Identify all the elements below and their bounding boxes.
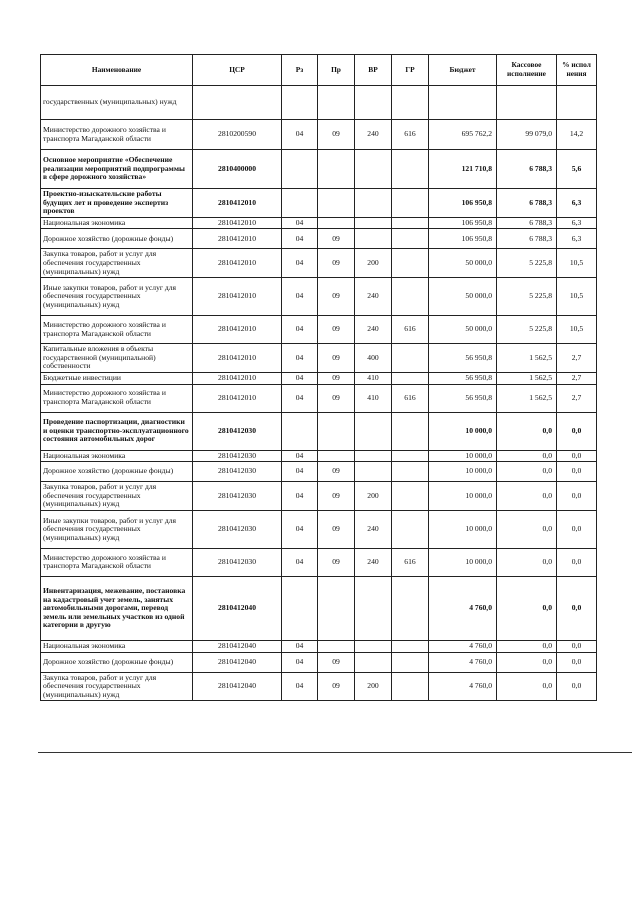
row-pr-cell: 09 <box>318 278 355 316</box>
row-kassovoe-cell: 6 788,3 <box>497 150 557 189</box>
table-row <box>41 344 597 373</box>
row-name-cell: Дорожное хозяйство (дорожные фонды) <box>41 229 193 249</box>
row-csr-cell <box>193 86 282 120</box>
row-csr-cell: 2810412040 <box>193 576 282 640</box>
table-row <box>41 548 597 576</box>
row-gr-cell <box>392 482 429 511</box>
row-budget-cell: 56 950,8 <box>429 372 497 384</box>
table-row <box>41 217 597 229</box>
row-name-cell: Иные закупки товаров, работ и услуг для обеспечения государственных (муниципальных) нужд <box>41 510 193 548</box>
row-rz-cell: 04 <box>282 450 318 462</box>
row-pr-cell <box>318 86 355 120</box>
row-budget-cell: 121 710,8 <box>429 150 497 189</box>
row-rz-cell: 04 <box>282 316 318 344</box>
row-kassovoe-cell <box>497 86 557 120</box>
row-gr-cell <box>392 249 429 278</box>
row-percent-cell: 0,0 <box>557 576 597 640</box>
row-name-cell: Национальная экономика <box>41 217 193 229</box>
row-kassovoe-cell: 0,0 <box>497 576 557 640</box>
row-vr-cell: 200 <box>355 249 392 278</box>
row-percent-cell: 0,0 <box>557 672 597 701</box>
table-header-row <box>41 55 597 86</box>
row-percent-cell: 10,5 <box>557 316 597 344</box>
row-name-cell: Национальная экономика <box>41 450 193 462</box>
row-percent-cell: 2,7 <box>557 372 597 384</box>
row-pr-cell <box>318 412 355 450</box>
row-budget-cell: 10 000,0 <box>429 510 497 548</box>
row-pr-cell: 09 <box>318 462 355 482</box>
row-pr-cell: 09 <box>318 372 355 384</box>
row-pr-cell <box>318 576 355 640</box>
row-kassovoe-cell: 6 788,3 <box>497 217 557 229</box>
row-kassovoe-cell: 0,0 <box>497 640 557 652</box>
row-vr-cell <box>355 462 392 482</box>
row-kassovoe-cell: 5 225,8 <box>497 278 557 316</box>
row-rz-cell: 04 <box>282 384 318 412</box>
header-csr: ЦСР <box>193 55 282 86</box>
row-rz-cell: 04 <box>282 482 318 511</box>
row-vr-cell <box>355 576 392 640</box>
row-vr-cell: 240 <box>355 120 392 150</box>
table-row <box>41 249 597 278</box>
budget-execution-table-page <box>40 54 596 701</box>
row-percent-cell: 0,0 <box>557 450 597 462</box>
table-row <box>41 278 597 316</box>
row-pr-cell: 09 <box>318 672 355 701</box>
row-vr-cell <box>355 640 392 652</box>
table-row <box>41 120 597 150</box>
header-percent: % испол нения <box>557 55 597 86</box>
row-percent-cell: 6,3 <box>557 217 597 229</box>
row-name-cell: Министерство дорожного хозяйства и транспорта Магаданской области <box>41 384 193 412</box>
header-pr: Пр <box>318 55 355 86</box>
row-csr-cell: 2810412010 <box>193 316 282 344</box>
row-budget-cell: 10 000,0 <box>429 548 497 576</box>
row-gr-cell <box>392 229 429 249</box>
row-rz-cell: 04 <box>282 217 318 229</box>
row-csr-cell: 2810412030 <box>193 412 282 450</box>
row-kassovoe-cell: 0,0 <box>497 510 557 548</box>
row-vr-cell <box>355 217 392 229</box>
row-percent-cell: 0,0 <box>557 548 597 576</box>
row-gr-cell <box>392 510 429 548</box>
row-csr-cell: 2810412040 <box>193 652 282 672</box>
header-gr: ГР <box>392 55 429 86</box>
row-gr-cell <box>392 640 429 652</box>
row-budget-cell: 10 000,0 <box>429 450 497 462</box>
row-budget-cell: 4 760,0 <box>429 652 497 672</box>
table-row <box>41 640 597 652</box>
row-budget-cell: 50 000,0 <box>429 249 497 278</box>
row-rz-cell <box>282 576 318 640</box>
row-name-cell: Бюджетные инвестиции <box>41 372 193 384</box>
row-name-cell: государственных (муниципальных) нужд <box>41 86 193 120</box>
table-row <box>41 510 597 548</box>
row-rz-cell: 04 <box>282 229 318 249</box>
row-percent-cell <box>557 86 597 120</box>
row-name-cell: Основное мероприятие «Обеспечение реализации мероприятий подпрограммы в сфере дорожного хозяйства» <box>41 150 193 189</box>
row-gr-cell <box>392 150 429 189</box>
row-vr-cell: 410 <box>355 372 392 384</box>
table-row <box>41 652 597 672</box>
row-percent-cell: 0,0 <box>557 652 597 672</box>
row-name-cell: Проведение паспортизации, диагностики и оценки транспортно-эксплуатационного состояния автомобильных дорог <box>41 412 193 450</box>
table-row <box>41 189 597 218</box>
row-csr-cell: 2810412010 <box>193 189 282 218</box>
row-pr-cell: 09 <box>318 344 355 373</box>
row-budget-cell: 10 000,0 <box>429 462 497 482</box>
row-pr-cell: 09 <box>318 249 355 278</box>
row-gr-cell <box>392 412 429 450</box>
row-pr-cell: 09 <box>318 316 355 344</box>
table-row <box>41 462 597 482</box>
row-csr-cell: 2810412030 <box>193 462 282 482</box>
row-kassovoe-cell: 1 562,5 <box>497 344 557 373</box>
table-row <box>41 316 597 344</box>
row-gr-cell <box>392 450 429 462</box>
row-vr-cell: 400 <box>355 344 392 373</box>
row-csr-cell: 2810412040 <box>193 672 282 701</box>
row-rz-cell: 04 <box>282 372 318 384</box>
row-rz-cell: 04 <box>282 640 318 652</box>
row-vr-cell: 240 <box>355 510 392 548</box>
row-budget-cell: 10 000,0 <box>429 482 497 511</box>
row-vr-cell <box>355 150 392 189</box>
row-pr-cell: 09 <box>318 510 355 548</box>
row-csr-cell: 2810412030 <box>193 510 282 548</box>
row-budget-cell: 10 000,0 <box>429 412 497 450</box>
row-csr-cell: 2810412010 <box>193 217 282 229</box>
row-budget-cell: 4 760,0 <box>429 672 497 701</box>
row-name-cell: Закупка товаров, работ и услуг для обеспечения государственных (муниципальных) нужд <box>41 672 193 701</box>
header-name: Наименование <box>41 55 193 86</box>
row-gr-cell: 616 <box>392 316 429 344</box>
row-csr-cell: 2810200590 <box>193 120 282 150</box>
row-name-cell: Министерство дорожного хозяйства и транспорта Магаданской области <box>41 120 193 150</box>
row-vr-cell: 240 <box>355 278 392 316</box>
row-name-cell: Министерство дорожного хозяйства и транспорта Магаданской области <box>41 548 193 576</box>
budget-execution-table <box>40 54 597 701</box>
row-rz-cell: 04 <box>282 548 318 576</box>
row-pr-cell: 09 <box>318 482 355 511</box>
table-row <box>41 672 597 701</box>
header-rz: Рз <box>282 55 318 86</box>
row-rz-cell <box>282 412 318 450</box>
row-csr-cell: 2810412010 <box>193 278 282 316</box>
row-budget-cell: 56 950,8 <box>429 344 497 373</box>
row-rz-cell <box>282 86 318 120</box>
row-pr-cell: 09 <box>318 652 355 672</box>
row-gr-cell <box>392 189 429 218</box>
row-csr-cell: 2810400000 <box>193 150 282 189</box>
row-budget-cell: 50 000,0 <box>429 316 497 344</box>
header-kassovoe: Кассовое исполнение <box>497 55 557 86</box>
header-budget: Бюджет <box>429 55 497 86</box>
row-pr-cell <box>318 450 355 462</box>
row-vr-cell <box>355 189 392 218</box>
row-percent-cell: 10,5 <box>557 278 597 316</box>
row-pr-cell: 09 <box>318 229 355 249</box>
row-budget-cell: 56 950,8 <box>429 384 497 412</box>
row-name-cell: Капитальные вложения в объекты государственной (муниципальной) собственности <box>41 344 193 373</box>
row-csr-cell: 2810412030 <box>193 482 282 511</box>
row-gr-cell <box>392 672 429 701</box>
row-name-cell: Национальная экономика <box>41 640 193 652</box>
table-row <box>41 150 597 189</box>
header-vr: ВР <box>355 55 392 86</box>
row-pr-cell: 09 <box>318 548 355 576</box>
table-row <box>41 229 597 249</box>
row-kassovoe-cell: 0,0 <box>497 482 557 511</box>
row-name-cell: Дорожное хозяйство (дорожные фонды) <box>41 652 193 672</box>
row-name-cell: Министерство дорожного хозяйства и транспорта Магаданской области <box>41 316 193 344</box>
row-gr-cell <box>392 576 429 640</box>
row-gr-cell: 616 <box>392 384 429 412</box>
row-vr-cell: 240 <box>355 548 392 576</box>
row-pr-cell <box>318 150 355 189</box>
row-vr-cell: 200 <box>355 672 392 701</box>
row-percent-cell: 6,3 <box>557 229 597 249</box>
row-gr-cell <box>392 462 429 482</box>
row-rz-cell: 04 <box>282 278 318 316</box>
row-budget-cell: 4 760,0 <box>429 640 497 652</box>
row-kassovoe-cell: 99 079,0 <box>497 120 557 150</box>
row-rz-cell: 04 <box>282 510 318 548</box>
row-budget-cell: 106 950,8 <box>429 229 497 249</box>
row-budget-cell: 4 760,0 <box>429 576 497 640</box>
table-row <box>41 576 597 640</box>
row-vr-cell <box>355 229 392 249</box>
row-kassovoe-cell: 5 225,8 <box>497 316 557 344</box>
row-csr-cell: 2810412010 <box>193 372 282 384</box>
table-row <box>41 372 597 384</box>
row-vr-cell <box>355 86 392 120</box>
row-kassovoe-cell: 6 788,3 <box>497 189 557 218</box>
row-rz-cell: 04 <box>282 672 318 701</box>
row-kassovoe-cell: 0,0 <box>497 652 557 672</box>
row-percent-cell: 2,7 <box>557 344 597 373</box>
row-budget-cell: 106 950,8 <box>429 189 497 218</box>
row-rz-cell <box>282 189 318 218</box>
table-row <box>41 412 597 450</box>
row-budget-cell: 50 000,0 <box>429 278 497 316</box>
row-pr-cell <box>318 640 355 652</box>
row-kassovoe-cell: 0,0 <box>497 462 557 482</box>
row-percent-cell: 6,3 <box>557 189 597 218</box>
row-percent-cell: 0,0 <box>557 482 597 511</box>
row-name-cell: Проектно-изыскательские работы будущих лет и проведение экспертиз проектов <box>41 189 193 218</box>
row-rz-cell: 04 <box>282 462 318 482</box>
row-kassovoe-cell: 5 225,8 <box>497 249 557 278</box>
row-rz-cell: 04 <box>282 344 318 373</box>
row-pr-cell: 09 <box>318 384 355 412</box>
row-kassovoe-cell: 0,0 <box>497 672 557 701</box>
row-pr-cell <box>318 189 355 218</box>
row-budget-cell <box>429 86 497 120</box>
row-name-cell: Дорожное хозяйство (дорожные фонды) <box>41 462 193 482</box>
row-vr-cell: 200 <box>355 482 392 511</box>
row-gr-cell: 616 <box>392 120 429 150</box>
row-pr-cell <box>318 217 355 229</box>
row-vr-cell <box>355 652 392 672</box>
row-percent-cell: 5,6 <box>557 150 597 189</box>
row-rz-cell <box>282 150 318 189</box>
row-gr-cell: 616 <box>392 548 429 576</box>
row-csr-cell: 2810412030 <box>193 548 282 576</box>
row-percent-cell: 0,0 <box>557 412 597 450</box>
table-row <box>41 450 597 462</box>
row-gr-cell <box>392 372 429 384</box>
row-budget-cell: 106 950,8 <box>429 217 497 229</box>
row-vr-cell <box>355 450 392 462</box>
row-gr-cell <box>392 217 429 229</box>
row-name-cell: Закупка товаров, работ и услуг для обеспечения государственных (муниципальных) нужд <box>41 249 193 278</box>
row-name-cell: Инвентаризация, межевание, постановка на кадастровый учет земель, занятых автомобильными дорогами, перевод земель или земельных участков из одной категории в другую <box>41 576 193 640</box>
row-name-cell: Иные закупки товаров, работ и услуг для обеспечения государственных (муниципальных) нужд <box>41 278 193 316</box>
row-percent-cell: 14,2 <box>557 120 597 150</box>
row-rz-cell: 04 <box>282 120 318 150</box>
row-kassovoe-cell: 0,0 <box>497 548 557 576</box>
row-kassovoe-cell: 0,0 <box>497 450 557 462</box>
row-gr-cell <box>392 278 429 316</box>
row-csr-cell: 2810412010 <box>193 229 282 249</box>
row-csr-cell: 2810412010 <box>193 344 282 373</box>
row-percent-cell: 0,0 <box>557 640 597 652</box>
row-budget-cell: 695 762,2 <box>429 120 497 150</box>
row-percent-cell: 0,0 <box>557 510 597 548</box>
row-percent-cell: 10,5 <box>557 249 597 278</box>
row-csr-cell: 2810412040 <box>193 640 282 652</box>
row-csr-cell: 2810412010 <box>193 384 282 412</box>
table-row <box>41 482 597 511</box>
row-pr-cell: 09 <box>318 120 355 150</box>
row-vr-cell: 240 <box>355 316 392 344</box>
row-gr-cell <box>392 86 429 120</box>
row-percent-cell: 2,7 <box>557 384 597 412</box>
row-name-cell: Закупка товаров, работ и услуг для обеспечения государственных (муниципальных) нужд <box>41 482 193 511</box>
row-vr-cell <box>355 412 392 450</box>
row-gr-cell <box>392 652 429 672</box>
row-vr-cell: 410 <box>355 384 392 412</box>
row-kassovoe-cell: 0,0 <box>497 412 557 450</box>
row-percent-cell: 0,0 <box>557 462 597 482</box>
table-row <box>41 86 597 120</box>
row-rz-cell: 04 <box>282 652 318 672</box>
row-gr-cell <box>392 344 429 373</box>
row-kassovoe-cell: 1 562,5 <box>497 372 557 384</box>
row-rz-cell: 04 <box>282 249 318 278</box>
row-csr-cell: 2810412010 <box>193 249 282 278</box>
row-kassovoe-cell: 1 562,5 <box>497 384 557 412</box>
row-kassovoe-cell: 6 788,3 <box>497 229 557 249</box>
page-bottom-rule <box>38 752 632 753</box>
table-row <box>41 384 597 412</box>
row-csr-cell: 2810412030 <box>193 450 282 462</box>
